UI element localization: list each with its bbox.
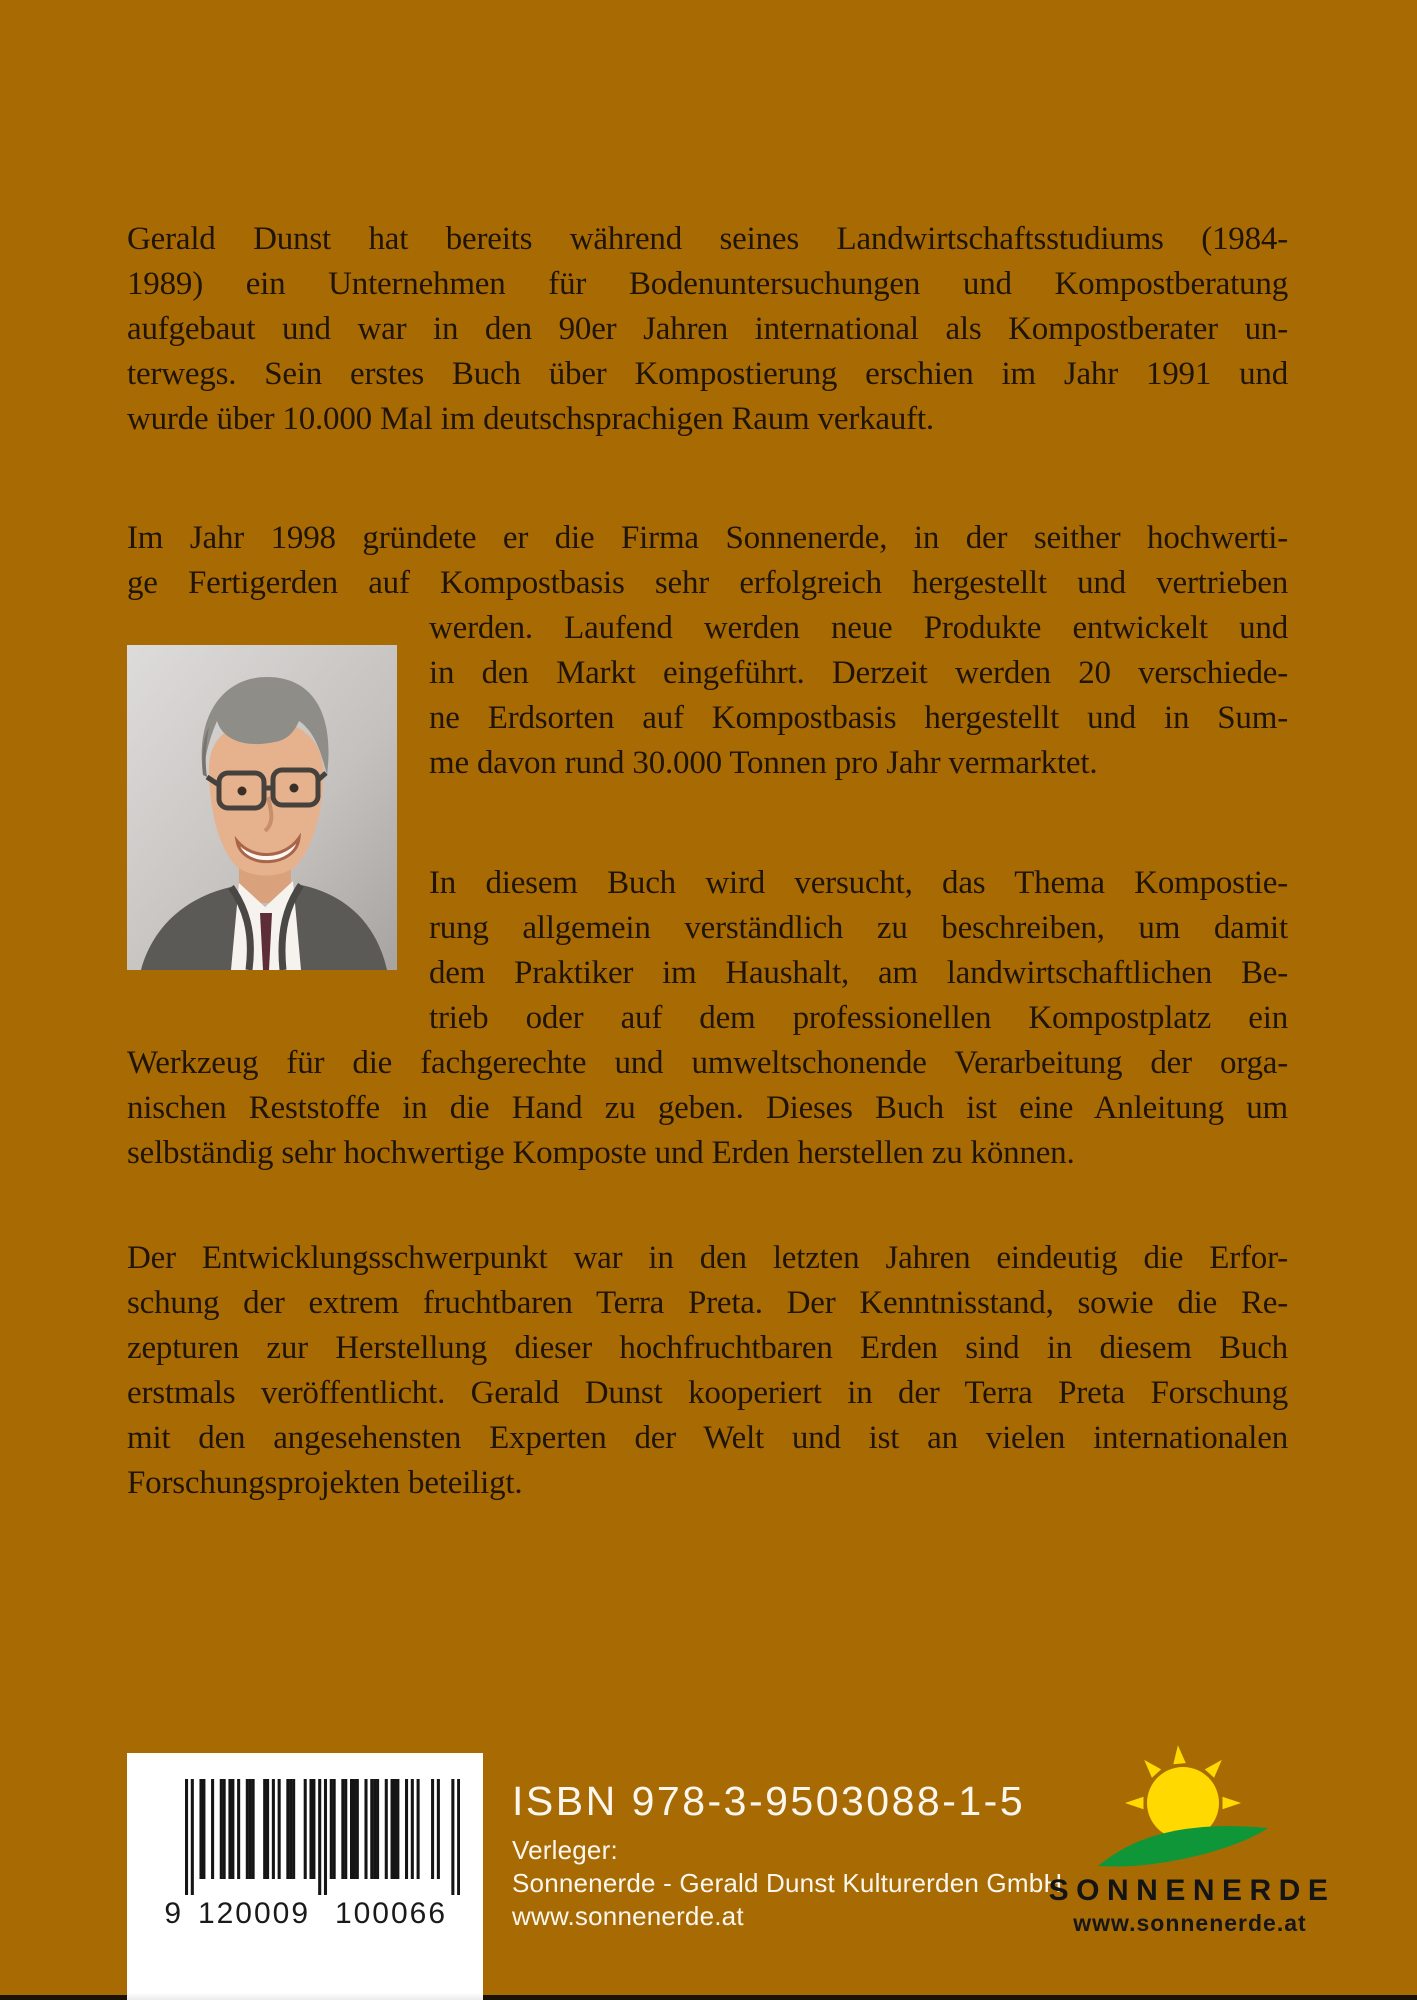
text-line: In diesem Buch wird versucht, das Thema Kompostie- [429, 865, 1288, 901]
paragraph-career [127, 217, 1288, 442]
portrait-photo [127, 645, 397, 970]
text-line: 1989) ein Unternehmen für Bodenuntersuchungen und Kompostberatung [127, 266, 1288, 302]
text-line: dem Praktiker im Haushalt, am landwirtschaftlichen Be- [429, 955, 1288, 991]
sonnenerde-logo [1040, 1742, 1340, 1937]
text-line: me davon rund 30.000 Tonnen pro Jahr vermarktet. [429, 745, 1098, 781]
text-line: mit den angesehensten Experten der Welt und ist an vielen internationalen [127, 1420, 1288, 1456]
barcode-bars [185, 1779, 460, 1895]
publisher-name: Sonnenerde - Gerald Dunst Kulturerden GmbH [512, 1868, 1063, 1898]
text-line: wurde über 10.000 Mal im deutschsprachigen Raum verkauft. [127, 401, 934, 437]
text-line: rung allgemein verständlich zu beschreiben, um damit [429, 910, 1288, 946]
barcode-panel [127, 1753, 483, 2000]
sun-over-hill-icon [1040, 1742, 1340, 1872]
text-line: selbständig sehr hochwertige Komposte und Erden herstellen zu können. [127, 1135, 1075, 1171]
text-line: terwegs. Sein erstes Buch über Kompostierung erschien im Jahr 1991 und [127, 356, 1288, 392]
hill-wave-icon [1098, 1826, 1268, 1866]
text-line: werden. Laufend werden neue Produkte entwickelt und [429, 610, 1288, 646]
barcode-digits-left: 120009 [197, 1897, 311, 1930]
publisher-block [512, 1779, 1062, 1933]
publisher-label: Verleger: [512, 1835, 618, 1865]
text-line: ge Fertigerden auf Kompostbasis sehr erfolgreich hergestellt und vertrieben [127, 565, 1288, 601]
logo-brand-text: SONNENERDE [1048, 1874, 1336, 1907]
text-line: erstmals veröffentlicht. Gerald Dunst kooperiert in der Terra Preta Forschung [127, 1375, 1288, 1411]
text-line: ne Erdsorten auf Kompostbasis hergestellt und in Sum- [429, 700, 1288, 736]
barcode-digit-prefix: 9 [164, 1897, 181, 1930]
portrait-illustration [127, 645, 397, 970]
publisher-website: www.sonnenerde.at [512, 1901, 744, 1931]
publisher-lines [512, 1834, 1062, 1933]
text-line: Gerald Dunst hat bereits während seines Landwirtschaftsstudiums (1984- [127, 221, 1288, 257]
sun-icon [1125, 1745, 1241, 1839]
text-line: aufgebaut und war in den 90er Jahren international als Kompostberater un- [127, 311, 1288, 347]
text-line: Werkzeug für die fachgerechte und umweltschonende Verarbeitung der orga- [127, 1045, 1288, 1081]
barcode-digits-right: 100066 [334, 1897, 448, 1930]
text-line: Forschungsprojekten beteiligt. [127, 1465, 523, 1501]
logo-website-text: www.sonnenerde.at [1073, 1910, 1307, 1936]
text-line: Im Jahr 1998 gründete er die Firma Sonnenerde, in der seither hochwerti- [127, 520, 1288, 556]
text-line: in den Markt eingeführt. Derzeit werden 20 verschiede- [429, 655, 1288, 691]
isbn-number: ISBN 978-3-9503088-1-5 [512, 1778, 1026, 1824]
text-line: Der Entwicklungsschwerpunkt war in den letzten Jahren eindeutig die Erfor- [127, 1240, 1288, 1276]
paragraph-terra-preta [127, 1236, 1288, 1506]
text-line: trieb oder auf dem professionellen Kompostplatz ein [429, 1000, 1288, 1036]
text-line: schung der extrem fruchtbaren Terra Preta. Der Kenntnisstand, sowie die Re- [127, 1285, 1288, 1321]
text-line: nischen Reststoffe in die Hand zu geben. Dieses Buch ist eine Anleitung um [127, 1090, 1288, 1126]
text-line: zepturen zur Herstellung dieser hochfruchtbaren Erden sind in diesem Buch [127, 1330, 1288, 1366]
